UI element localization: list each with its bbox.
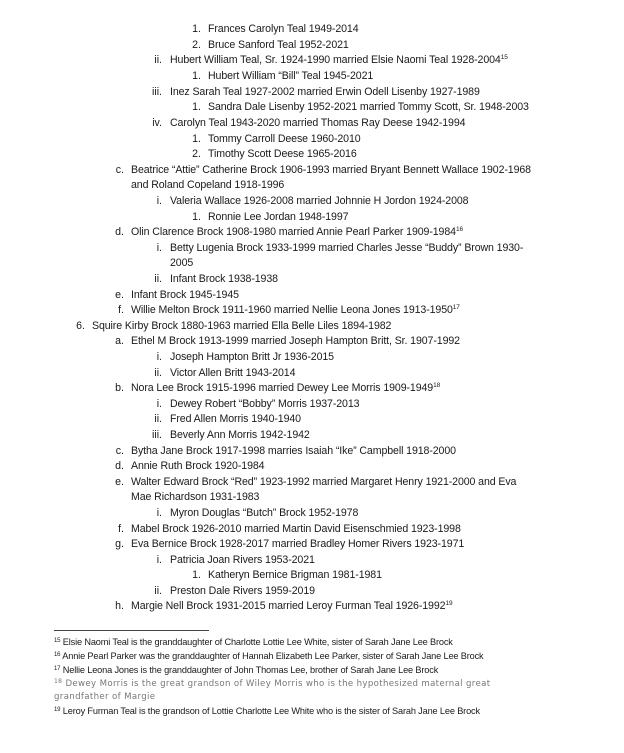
footnote-number: 17 [54,666,61,672]
list-marker: 2. [192,148,201,160]
list-item [131,490,259,505]
list-item-text: Preston Dale Rivers 1959-2019 [170,585,315,597]
list-item [170,116,465,131]
list-marker: a. [115,335,124,347]
footnote-text: Dewey Morris is the great grandson of Wiley Morris who is the hypothesized maternal great [65,679,491,689]
list-item [131,178,284,193]
list-item [208,69,373,84]
list-marker: 6. [76,320,85,332]
list-marker: i. [156,351,162,363]
footnote-separator [54,630,209,631]
list-marker: i. [156,195,162,207]
list-marker: ii. [154,585,162,597]
list-marker: 1. [192,101,201,113]
list-item [170,194,468,209]
list-marker: b. [115,382,124,394]
list-marker: d. [115,226,124,238]
list-marker: ii. [154,413,162,425]
list-item-text: Beatrice “Attie” Catherine Brock 1906-1993 married Bryant Bennett Wallace 1902-1968 [131,164,531,176]
list-item-text: Victor Allen Britt 1943-2014 [170,367,296,379]
footnote-ref[interactable]: 17 [452,304,460,311]
list-item [170,428,310,443]
list-marker: iii. [151,429,162,441]
list-item [170,350,334,365]
list-item [92,319,391,334]
list-item-text: Beverly Ann Morris 1942-1942 [170,429,310,441]
list-item-text: Walter Edward Brock “Red” 1923-1992 married Margaret Henry 1921-2000 and Eva [131,476,517,488]
footnote [54,650,484,663]
list-item-text: Patricia Joan Rivers 1953-2021 [170,554,315,566]
list-item-text: Carolyn Teal 1943-2020 married Thomas Ray Deese 1942-1994 [170,117,466,129]
list-item-text: Margie Nell Brock 1931-2015 married Leroy Furman Teal 1926-1992 [131,600,446,612]
list-item [131,599,452,614]
list-item-text: Dewey Robert “Bobby” Morris 1937-2013 [170,398,360,410]
list-item [170,397,359,412]
footnote-ref[interactable]: 18 [433,382,441,389]
list-item [170,553,315,568]
list-item-text: Bytha Jane Brock 1917-1998 marries Isaiah “Ike” Campbell 1918-2000 [131,445,456,457]
list-marker: i. [156,554,162,566]
list-marker: c. [115,445,124,457]
list-item [131,334,460,349]
list-marker: e. [115,476,124,488]
list-item [131,537,464,552]
list-item [170,412,301,427]
list-marker: i. [156,242,162,254]
list-item [208,568,382,583]
footnote-text: Annie Pearl Parker was the granddaughter of Hannah Elizabeth Lee Parker, sister of Sarah Jane Lee Brock [62,651,484,661]
list-item [131,459,264,474]
list-item [131,522,461,537]
list-item-text: Joseph Hampton Britt Jr 1936-2015 [170,351,334,363]
list-marker: g. [115,538,124,550]
list-marker: 1. [192,569,201,581]
list-item-text: Inez Sarah Teal 1927-2002 married Erwin Odell Lisenby 1927-1989 [170,86,480,98]
list-marker: f. [118,304,124,316]
list-item-text: and Roland Copeland 1918-1996 [131,179,285,191]
list-item-text: Valeria Wallace 1926-2008 married Johnnie H Jordon 1924-2008 [170,195,469,207]
footnote-text: Leroy Furman Teal is the grandson of Lottie Charlotte Lee White who is the sister of Sarah Jane Lee Brock [62,706,480,716]
list-item [170,241,523,256]
list-item-text: Infant Brock 1945-1945 [131,289,239,301]
list-item-text: Hubert William Teal, Sr. 1924-1990 married Elsie Naomi Teal 1928-2004 [170,54,501,66]
footnote-number: 18 [54,678,63,685]
list-item [170,256,193,271]
list-item [208,132,361,147]
list-item-text: Katheryn Bernice Brigman 1981-1981 [208,569,382,581]
list-item [208,38,349,53]
list-item [208,100,529,115]
footnote-ref[interactable]: 16 [455,226,463,233]
list-marker: iii. [151,86,162,98]
list-item [170,366,295,381]
footnote-text: Elsie Naomi Teal is the granddaughter of Charlotte Lottie Lee White, sister of Sarah Jane Lee Brock [62,637,453,647]
list-item [131,163,531,178]
list-item-text: Squire Kirby Brock 1880-1963 married Ella Belle Liles 1894-1982 [92,320,392,332]
footnote-ref[interactable]: 15 [500,54,508,61]
list-item [131,288,239,303]
list-item [170,506,358,521]
list-item [170,53,508,68]
list-item-text: Willie Melton Brock 1911-1960 married Nellie Leona Jones 1913-1950 [131,304,453,316]
list-item-text: Ronnie Lee Jordan 1948-1997 [208,211,349,223]
list-item-text: Mabel Brock 1926-2010 married Martin David Eisenschmied 1923-1998 [131,523,461,535]
footnote-number: 19 [54,707,61,713]
footnote [54,664,438,677]
list-item [170,584,315,599]
list-item-text: Infant Brock 1938-1938 [170,273,278,285]
list-item [131,475,516,490]
list-item-text: Frances Carolyn Teal 1949-2014 [208,23,359,35]
list-item-text: Ethel M Brock 1913-1999 married Joseph Hampton Britt, Sr. 1907-1992 [131,335,460,347]
list-item [170,272,278,287]
list-marker: i. [156,507,162,519]
list-item-text: Sandra Dale Lisenby 1952-2021 married Tommy Scott, Sr. 1948-2003 [208,101,529,113]
list-item-text: Tommy Carroll Deese 1960-2010 [208,133,361,145]
list-item [131,303,460,318]
list-marker: 1. [192,70,201,82]
footnote [54,705,480,718]
list-item [131,444,456,459]
list-marker: 1. [192,23,201,35]
list-item-text: Olin Clarence Brock 1908-1980 married Annie Pearl Parker 1909-1984 [131,226,456,238]
list-item-text: Eva Bernice Brock 1928-2017 married Bradley Homer Rivers 1923-1971 [131,538,465,550]
footnote-continuation: grandfather of Margie [54,692,156,702]
list-item-text: Nora Lee Brock 1915-1996 married Dewey Lee Morris 1909-1949 [131,382,434,394]
list-marker: 1. [192,133,201,145]
footnote-ref[interactable]: 19 [445,600,453,607]
list-marker: d. [115,460,124,472]
list-item-text: Annie Ruth Brock 1920-1984 [131,460,265,472]
footnote [54,636,453,649]
list-marker: 1. [192,211,201,223]
list-marker: iv. [152,117,162,129]
list-marker: ii. [154,367,162,379]
list-item [208,147,357,162]
list-item-text: Betty Lugenia Brock 1933-1999 married Charles Jesse “Buddy” Brown 1930- [170,242,524,254]
list-item-text: Timothy Scott Deese 1965-2016 [208,148,357,160]
list-marker: ii. [154,54,162,66]
list-item-text: 2005 [170,257,194,269]
list-item [170,85,480,100]
list-marker: f. [118,523,124,535]
list-marker: e. [115,289,124,301]
list-item [208,22,359,37]
list-marker: h. [115,600,124,612]
list-item-text: Mae Richardson 1931-1983 [131,491,260,503]
footnote-text: Nellie Leona Jones is the granddaughter of John Thomas Lee, brother of Sarah Jane Lee Brock [62,665,439,675]
footnote-number: 16 [54,652,61,658]
list-marker: 2. [192,39,201,51]
list-marker: c. [115,164,124,176]
list-item [131,381,440,396]
list-marker: ii. [154,273,162,285]
footnote-number: 15 [54,638,61,644]
list-item-text: Bruce Sanford Teal 1952-2021 [208,39,349,51]
list-item-text: Hubert William “Bill” Teal 1945-2021 [208,70,374,82]
list-item [131,225,463,240]
list-item [208,210,348,225]
footnote [54,678,490,691]
list-marker: i. [156,398,162,410]
list-item-text: Fred Allen Morris 1940-1940 [170,413,301,425]
list-item-text: Myron Douglas “Butch” Brock 1952-1978 [170,507,359,519]
